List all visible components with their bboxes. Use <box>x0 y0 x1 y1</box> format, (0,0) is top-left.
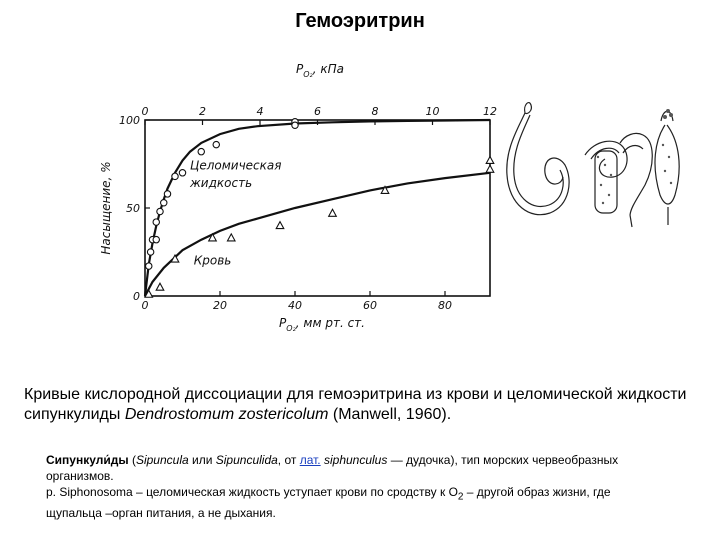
figure-caption <box>24 385 714 425</box>
note-subscript: 2 <box>457 491 464 503</box>
latin-link[interactable]: лат. <box>299 453 321 467</box>
caption-species: Dendrostomum zostericolum <box>124 406 329 423</box>
top-tick-label: 2 <box>199 105 206 118</box>
data-point-circle <box>292 122 298 128</box>
data-point-circle <box>157 208 163 214</box>
x-tick-label: 40 <box>288 299 302 312</box>
x-tick-label: 60 <box>363 299 377 312</box>
chart-axes <box>99 62 497 333</box>
x-tick-label: 80 <box>438 299 452 312</box>
y-tick-label: 0 <box>133 290 140 303</box>
note-text: или <box>188 453 216 467</box>
note-text: ( <box>128 453 136 467</box>
bottom-axis-label: $P_{O_2}$, мм рт. ст. <box>279 316 365 333</box>
x-tick-label: 20 <box>213 299 227 312</box>
oxygen-dissociation-chart <box>80 55 510 345</box>
data-point-triangle <box>156 283 164 290</box>
x-tick-label: 0 <box>141 299 149 312</box>
data-point-triangle <box>227 234 235 241</box>
series-label-coelomic: Целомическая <box>190 158 282 173</box>
chart-marks <box>145 119 494 298</box>
caption-text-2: (Manwell, 1960). <box>328 406 452 423</box>
note-text: — дудочка), тип морских червеобразных организмов. <box>46 453 619 483</box>
data-point-circle <box>147 249 153 255</box>
data-point-circle <box>164 191 170 197</box>
note-latin-name: Sipuncula <box>135 453 189 467</box>
data-point-circle <box>161 200 167 206</box>
data-point-circle <box>198 148 204 154</box>
top-tick-label: 12 <box>483 105 497 118</box>
data-point-circle <box>179 170 185 176</box>
note-text: , от <box>277 453 300 467</box>
top-tick-label: 4 <box>256 105 264 118</box>
top-tick-label: 6 <box>314 105 321 118</box>
data-point-circle <box>153 236 159 242</box>
note-text: – другой образ жизни, где щупальца –орган питания, а не дыхания. <box>46 485 611 521</box>
top-axis-label: $P_{O_2}$, кПа <box>295 62 345 79</box>
y-axis-label: Насыщение, % <box>99 161 113 255</box>
y-tick-label: 50 <box>126 202 140 215</box>
data-point-triangle <box>486 156 494 163</box>
series-line-2 <box>145 173 490 296</box>
data-point-circle <box>153 219 159 225</box>
top-tick-label: 10 <box>425 105 440 118</box>
series-label-coelomic-2: жидкость <box>190 175 253 190</box>
y-tick-label: 100 <box>119 114 140 127</box>
data-point-triangle <box>276 222 284 229</box>
page-title: Гемоэритрин <box>295 10 425 32</box>
caption-text-1: Кривые кислородной диссоциации для гемоэритрина из крови и целомической жидкости сипункулиды <box>24 386 687 423</box>
note-term: Сипункули́ды <box>46 453 129 467</box>
data-point-circle <box>146 263 152 269</box>
data-point-triangle <box>329 209 337 216</box>
data-point-circle <box>172 173 178 179</box>
sipunculid-illustration <box>495 95 700 235</box>
sipuncula-note <box>46 452 666 521</box>
note-text: р. Siphonosoma – целомическая жидкость уступает крови по сродству к O <box>46 485 458 499</box>
note-latin-name: siphunculus <box>323 453 388 467</box>
series-line-1 <box>145 120 490 296</box>
series-label-blood: Кровь <box>193 253 232 268</box>
top-tick-label: 0 <box>141 105 149 118</box>
note-latin-name: Sipunculida <box>215 453 278 467</box>
top-tick-label: 8 <box>371 105 379 118</box>
data-point-triangle <box>486 165 494 172</box>
data-point-circle <box>213 141 219 147</box>
